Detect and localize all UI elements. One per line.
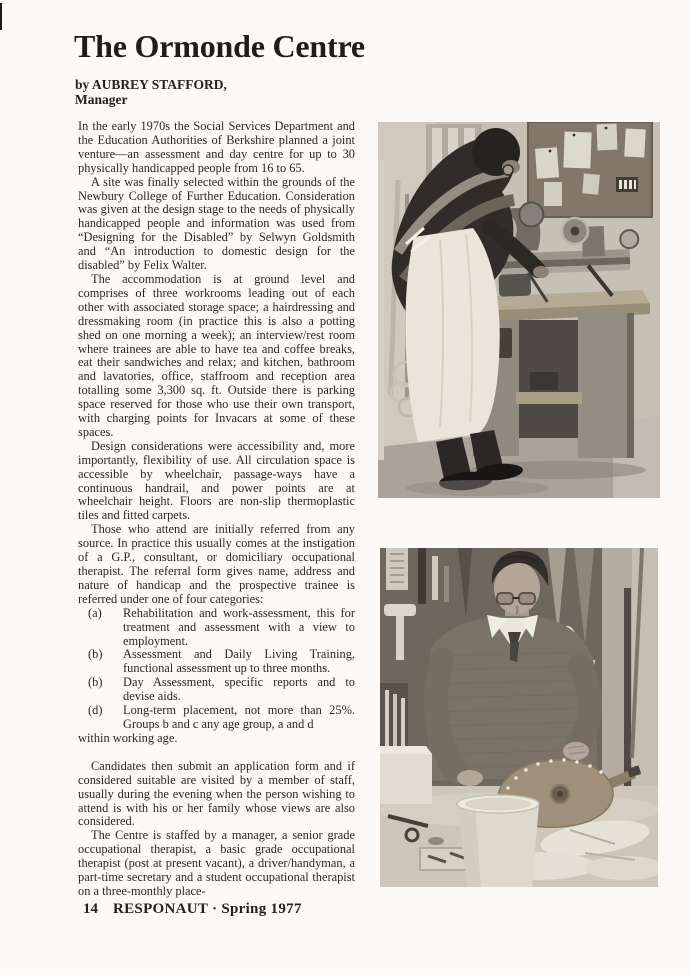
- paragraph: The Centre is staffed by a manager, a senior grade occupational therapist, a basic grade occupational therapist (post at present vacant), a driver/handyman, a part-time secretary and a student occupational therapist on a three-monthly place-: [78, 828, 355, 898]
- paragraph: In the early 1970s the Social Services Department and the Education Authorities of Berkshire planned a joint venture—an assessment and day centre for up to 30 physically handicapped people from 16 to 65.: [78, 119, 355, 175]
- category-continuation: within working age.: [78, 730, 178, 745]
- page-footer: [83, 901, 302, 918]
- photo-bellows-repair: [380, 548, 658, 887]
- category-text: Assessment and Daily Living Training, functional assessment up to three months.: [123, 647, 355, 676]
- category-text: Day Assessment, specific reports and to devise aids.: [123, 675, 355, 704]
- byline: [75, 77, 227, 107]
- category-marker: (a): [88, 605, 102, 620]
- category-marker: (b): [88, 647, 103, 662]
- category-item: [78, 607, 355, 649]
- paragraph: Those who attend are initially referred from any source. In practice this usually comes at the instigation of a G.P., consultant, or domiciliary occupational therapist. The referral form gives name, address and nature of handicap and the prospective trainee is referred under one of four categories:: [78, 522, 355, 606]
- byline-role: Manager: [75, 92, 128, 107]
- paragraph: The accommodation is at ground level and comprises of three workrooms leading out of each other with associated storage space; a hairdressing and dressmaking room (in practice this is also a potting shed on one morning a week); an interview/rest room where trainees are able to have tea and coffee breaks, eat their sandwiches and relax; and kitchen, bathroom and lavatories, office, staffroom and reception area totalling some 3,300 sq. ft. Outside there is parking space reserved for those who use their own transport, with charging points for Invacars at some of these spaces.: [78, 271, 355, 439]
- category-item: [78, 648, 355, 676]
- journal-title: RESPONAUT · Spring 1977: [113, 901, 302, 917]
- photo-lathe-workshop: [378, 122, 660, 498]
- noticeboard: [528, 122, 652, 217]
- page-title: The Ormonde Centre: [74, 28, 365, 64]
- section-gap: [78, 746, 355, 760]
- page-number: 14: [83, 901, 98, 917]
- left-hand: [457, 770, 483, 786]
- category-marker: (b): [88, 675, 103, 690]
- category-item: [78, 704, 355, 732]
- byline-author: by AUBREY STAFFORD,: [75, 77, 227, 92]
- category-text: Rehabilitation and work-assessment, this for treatment and assessment with a view to employment.: [123, 605, 355, 648]
- category-item: [78, 676, 355, 704]
- scan-artifact-line: [0, 3, 2, 30]
- article-body: [78, 120, 355, 899]
- category-marker: (d): [88, 703, 103, 718]
- paragraph: Candidates then submit an application form and if considered suitable are visited by a member of staff, usually during the evening when the person wishing to attend is with his or her family whose views are also considered.: [78, 758, 355, 829]
- category-text: Long-term placement, not more than 25%. Groups b and c any age group, a and d: [123, 703, 355, 731]
- paragraph: A site was finally selected within the grounds of the Newbury College of Further Education. Consideration was given at the design stage to the needs of physically handicapped people and information was used from “Designing for the Disabled” by Selwyn Goldsmith and “An introduction to domestic design for the disabled” by Felix Walter.: [78, 174, 355, 273]
- paragraph: Design considerations were accessibility and, more importantly, flexibility of use. All circulation space is accessible by wheelchair, passage-ways have a continuous handrail, and power points are at wheelchair height. Floors are non-slip thermoplastic tiles and fitted carpets.: [78, 438, 355, 523]
- switch-box: [616, 177, 638, 192]
- bucket: [457, 795, 539, 887]
